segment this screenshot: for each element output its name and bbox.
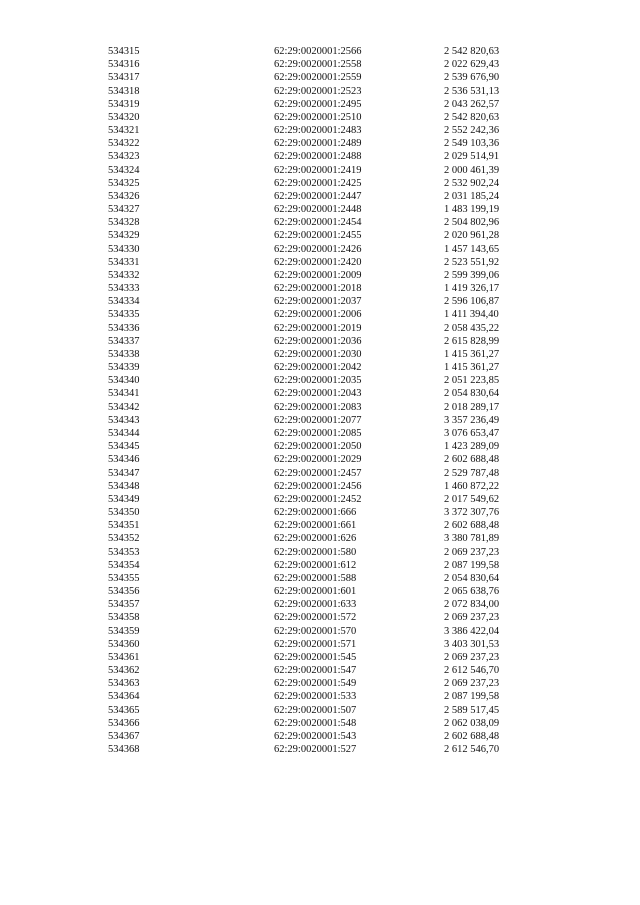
record-number-cell: 534364	[108, 691, 140, 703]
record-number-cell: 534316	[108, 59, 140, 71]
value-cell: 3 380 781,89	[444, 533, 500, 545]
table-row	[108, 190, 538, 203]
cadastral-number-cell: 62:29:0020001:580	[274, 546, 357, 558]
value-cell: 2 552 242,36	[444, 125, 500, 137]
cadastral-number-cell: 62:29:0020001:626	[274, 533, 357, 545]
table-row	[108, 690, 538, 703]
value-cell: 3 372 307,76	[444, 507, 500, 519]
value-cell: 1 423 289,09	[444, 441, 500, 453]
record-number-cell: 534329	[108, 230, 140, 242]
record-number-cell: 534358	[108, 612, 140, 624]
cadastral-number-cell: 62:29:0020001:570	[274, 625, 357, 637]
records-table	[108, 45, 538, 756]
value-cell: 2 542 820,63	[444, 46, 500, 57]
cadastral-number-cell: 62:29:0020001:2425	[274, 177, 362, 189]
cadastral-number-cell: 62:29:0020001:547	[274, 665, 357, 677]
cadastral-number-cell: 62:29:0020001:545	[274, 651, 357, 663]
value-cell: 2 058 435,22	[444, 322, 500, 334]
table-row	[108, 216, 538, 229]
cadastral-number-cell: 62:29:0020001:2420	[274, 256, 362, 268]
record-number-cell: 534315	[108, 46, 140, 57]
record-number-cell: 534337	[108, 335, 140, 347]
table-row	[108, 493, 538, 506]
record-number-cell: 534368	[108, 744, 140, 756]
table-row	[108, 111, 538, 124]
cadastral-number-cell: 62:29:0020001:2488	[274, 151, 362, 163]
cadastral-number-cell: 62:29:0020001:2566	[274, 46, 362, 57]
table-row	[108, 401, 538, 414]
record-number-cell: 534355	[108, 572, 140, 584]
value-cell: 2 020 961,28	[444, 230, 500, 242]
table-row	[108, 322, 538, 335]
value-cell: 2 599 399,06	[444, 269, 500, 281]
value-cell: 2 087 199,58	[444, 559, 500, 571]
value-cell: 2 069 237,23	[444, 651, 500, 663]
table-row	[108, 546, 538, 559]
value-cell: 2 069 237,23	[444, 546, 500, 558]
value-cell: 2 596 106,87	[444, 296, 500, 308]
record-number-cell: 534328	[108, 217, 140, 229]
record-number-cell: 534335	[108, 309, 140, 321]
table-row	[108, 506, 538, 519]
record-number-cell: 534326	[108, 190, 140, 202]
cadastral-number-cell: 62:29:0020001:2558	[274, 59, 362, 71]
record-number-cell: 534319	[108, 98, 140, 110]
cadastral-number-cell: 62:29:0020001:543	[274, 730, 357, 742]
value-cell: 2 017 549,62	[444, 493, 500, 505]
table-row	[108, 124, 538, 137]
record-number-cell: 534362	[108, 665, 140, 677]
table-row	[108, 256, 538, 269]
record-number-cell: 534365	[108, 704, 140, 716]
table-row	[108, 440, 538, 453]
record-number-cell: 534361	[108, 651, 140, 663]
cadastral-number-cell: 62:29:0020001:2447	[274, 190, 362, 202]
record-number-cell: 534322	[108, 138, 140, 150]
cadastral-number-cell: 62:29:0020001:2037	[274, 296, 362, 308]
record-number-cell: 534323	[108, 151, 140, 163]
table-row	[108, 243, 538, 256]
record-number-cell: 534333	[108, 283, 140, 295]
table-row	[108, 572, 538, 585]
cadastral-number-cell: 62:29:0020001:2042	[274, 362, 362, 374]
value-cell: 2 504 802,96	[444, 217, 500, 229]
value-cell: 2 065 638,76	[444, 586, 500, 598]
cadastral-number-cell: 62:29:0020001:661	[274, 520, 357, 532]
record-number-cell: 534351	[108, 520, 140, 532]
value-cell: 2 602 688,48	[444, 454, 500, 466]
cadastral-number-cell: 62:29:0020001:2489	[274, 138, 362, 150]
cadastral-number-cell: 62:29:0020001:2454	[274, 217, 362, 229]
table-row	[108, 295, 538, 308]
record-number-cell: 534349	[108, 493, 140, 505]
table-row	[108, 559, 538, 572]
value-cell: 1 411 394,40	[444, 309, 499, 321]
value-cell: 3 357 236,49	[444, 414, 500, 426]
cadastral-number-cell: 62:29:0020001:588	[274, 572, 357, 584]
table-row	[108, 598, 538, 611]
value-cell: 1 460 872,22	[444, 480, 500, 492]
table-row	[108, 137, 538, 150]
cadastral-number-cell: 62:29:0020001:2559	[274, 72, 362, 84]
value-cell: 2 054 830,64	[444, 388, 500, 400]
table-row	[108, 71, 538, 84]
table-row	[108, 677, 538, 690]
record-number-cell: 534332	[108, 269, 140, 281]
cadastral-number-cell: 62:29:0020001:549	[274, 678, 357, 690]
record-number-cell: 534350	[108, 507, 140, 519]
record-number-cell: 534317	[108, 72, 140, 84]
record-number-cell: 534360	[108, 638, 140, 650]
record-number-cell: 534343	[108, 414, 140, 426]
value-cell: 2 051 223,85	[444, 375, 500, 387]
table-row	[108, 638, 538, 651]
record-number-cell: 534345	[108, 441, 140, 453]
table-row	[108, 625, 538, 638]
cadastral-number-cell: 62:29:0020001:2455	[274, 230, 362, 242]
table-row	[108, 348, 538, 361]
value-cell: 2 539 676,90	[444, 72, 500, 84]
value-cell: 1 483 199,19	[444, 204, 500, 216]
table-row	[108, 427, 538, 440]
value-cell: 1 419 326,17	[444, 283, 500, 295]
record-number-cell: 534366	[108, 717, 140, 729]
record-number-cell: 534367	[108, 730, 140, 742]
record-number-cell: 534336	[108, 322, 140, 334]
table-row	[108, 58, 538, 71]
cadastral-number-cell: 62:29:0020001:2448	[274, 204, 362, 216]
value-cell: 2 529 787,48	[444, 467, 500, 479]
record-number-cell: 534344	[108, 427, 140, 439]
cadastral-number-cell: 62:29:0020001:2483	[274, 125, 362, 137]
cadastral-number-cell: 62:29:0020001:2085	[274, 427, 362, 439]
record-number-cell: 534353	[108, 546, 140, 558]
value-cell: 1 415 361,27	[444, 348, 500, 360]
record-number-cell: 534325	[108, 177, 140, 189]
value-cell: 2 029 514,91	[444, 151, 500, 163]
cadastral-number-cell: 62:29:0020001:2457	[274, 467, 362, 479]
cadastral-number-cell: 62:29:0020001:2426	[274, 243, 362, 255]
cadastral-number-cell: 62:29:0020001:2009	[274, 269, 362, 281]
table-row	[108, 45, 538, 58]
table-row	[108, 150, 538, 163]
value-cell: 2 069 237,23	[444, 678, 500, 690]
record-number-cell: 534363	[108, 678, 140, 690]
record-number-cell: 534356	[108, 586, 140, 598]
cadastral-number-cell: 62:29:0020001:2456	[274, 480, 362, 492]
table-row	[108, 374, 538, 387]
cadastral-number-cell: 62:29:0020001:2510	[274, 111, 362, 123]
cadastral-number-cell: 62:29:0020001:2077	[274, 414, 362, 426]
value-cell: 3 403 301,53	[444, 638, 500, 650]
table-row	[108, 308, 538, 321]
table-row	[108, 704, 538, 717]
value-cell: 2 031 185,24	[444, 190, 500, 202]
cadastral-number-cell: 62:29:0020001:2006	[274, 309, 362, 321]
cadastral-number-cell: 62:29:0020001:2019	[274, 322, 362, 334]
value-cell: 2 612 546,70	[444, 665, 500, 677]
cadastral-number-cell: 62:29:0020001:633	[274, 599, 357, 611]
table-row	[108, 177, 538, 190]
cadastral-number-cell: 62:29:0020001:2452	[274, 493, 362, 505]
value-cell: 2 022 629,43	[444, 59, 500, 71]
value-cell: 2 043 262,57	[444, 98, 500, 110]
record-number-cell: 534321	[108, 125, 140, 137]
table-row	[108, 585, 538, 598]
cadastral-number-cell: 62:29:0020001:612	[274, 559, 357, 571]
value-cell: 2 549 103,36	[444, 138, 500, 150]
table-row	[108, 467, 538, 480]
value-cell: 2 615 828,99	[444, 335, 500, 347]
table-row	[108, 335, 538, 348]
table-row	[108, 387, 538, 400]
value-cell: 2 072 834,00	[444, 599, 500, 611]
cadastral-number-cell: 62:29:0020001:507	[274, 704, 357, 716]
cadastral-number-cell: 62:29:0020001:2043	[274, 388, 362, 400]
record-number-cell: 534334	[108, 296, 140, 308]
value-cell: 2 054 830,64	[444, 572, 500, 584]
table-row	[108, 611, 538, 624]
cadastral-number-cell: 62:29:0020001:2036	[274, 335, 362, 347]
table-row	[108, 98, 538, 111]
table-row	[108, 717, 538, 730]
value-cell: 3 076 653,47	[444, 427, 500, 439]
table-row	[108, 164, 538, 177]
record-number-cell: 534348	[108, 480, 140, 492]
table-row	[108, 519, 538, 532]
cadastral-number-cell: 62:29:0020001:2035	[274, 375, 362, 387]
cadastral-number-cell: 62:29:0020001:601	[274, 586, 357, 598]
table-row	[108, 730, 538, 743]
value-cell: 3 386 422,04	[444, 625, 500, 637]
cadastral-number-cell: 62:29:0020001:571	[274, 638, 357, 650]
cadastral-number-cell: 62:29:0020001:2018	[274, 283, 362, 295]
record-number-cell: 534324	[108, 164, 140, 176]
table-row	[108, 85, 538, 98]
table-row	[108, 203, 538, 216]
table-row	[108, 282, 538, 295]
table-row	[108, 269, 538, 282]
record-number-cell: 534359	[108, 625, 140, 637]
value-cell: 2 062 038,09	[444, 717, 500, 729]
record-number-cell: 534327	[108, 204, 140, 216]
record-number-cell: 534342	[108, 401, 140, 413]
value-cell: 2 069 237,23	[444, 612, 500, 624]
table-row	[108, 664, 538, 677]
cadastral-number-cell: 62:29:0020001:2050	[274, 441, 362, 453]
value-cell: 1 457 143,65	[444, 243, 500, 255]
table-row	[108, 361, 538, 374]
table-row	[108, 743, 538, 756]
record-number-cell: 534339	[108, 362, 140, 374]
value-cell: 2 602 688,48	[444, 520, 500, 532]
value-cell: 2 542 820,63	[444, 111, 500, 123]
record-number-cell: 534340	[108, 375, 140, 387]
table-row	[108, 532, 538, 545]
cadastral-number-cell: 62:29:0020001:2523	[274, 85, 362, 97]
record-number-cell: 534338	[108, 348, 140, 360]
cadastral-number-cell: 62:29:0020001:2029	[274, 454, 362, 466]
cadastral-number-cell: 62:29:0020001:666	[274, 507, 357, 519]
value-cell: 2 532 902,24	[444, 177, 500, 189]
value-cell: 2 018 289,17	[444, 401, 500, 413]
record-number-cell: 534318	[108, 85, 140, 97]
record-number-cell: 534341	[108, 388, 140, 400]
value-cell: 1 415 361,27	[444, 362, 500, 374]
cadastral-number-cell: 62:29:0020001:2495	[274, 98, 362, 110]
cadastral-number-cell: 62:29:0020001:2419	[274, 164, 362, 176]
cadastral-number-cell: 62:29:0020001:548	[274, 717, 357, 729]
cadastral-number-cell: 62:29:0020001:572	[274, 612, 357, 624]
records-table-body	[108, 45, 538, 756]
value-cell: 2 612 546,70	[444, 744, 500, 756]
record-number-cell: 534331	[108, 256, 140, 268]
record-number-cell: 534352	[108, 533, 140, 545]
record-number-cell: 534346	[108, 454, 140, 466]
record-number-cell: 534357	[108, 599, 140, 611]
cadastral-number-cell: 62:29:0020001:2083	[274, 401, 362, 413]
record-number-cell: 534320	[108, 111, 140, 123]
value-cell: 2 602 688,48	[444, 730, 500, 742]
table-row	[108, 453, 538, 466]
value-cell: 2 589 517,45	[444, 704, 500, 716]
record-number-cell: 534354	[108, 559, 140, 571]
value-cell: 2 000 461,39	[444, 164, 500, 176]
table-row	[108, 480, 538, 493]
table-row	[108, 229, 538, 242]
value-cell: 2 087 199,58	[444, 691, 500, 703]
value-cell: 2 536 531,13	[444, 85, 500, 97]
cadastral-number-cell: 62:29:0020001:533	[274, 691, 357, 703]
table-row	[108, 651, 538, 664]
table-row	[108, 414, 538, 427]
value-cell: 2 523 551,92	[444, 256, 500, 268]
cadastral-number-cell: 62:29:0020001:2030	[274, 348, 362, 360]
record-number-cell: 534330	[108, 243, 140, 255]
cadastral-number-cell: 62:29:0020001:527	[274, 744, 357, 756]
record-number-cell: 534347	[108, 467, 140, 479]
